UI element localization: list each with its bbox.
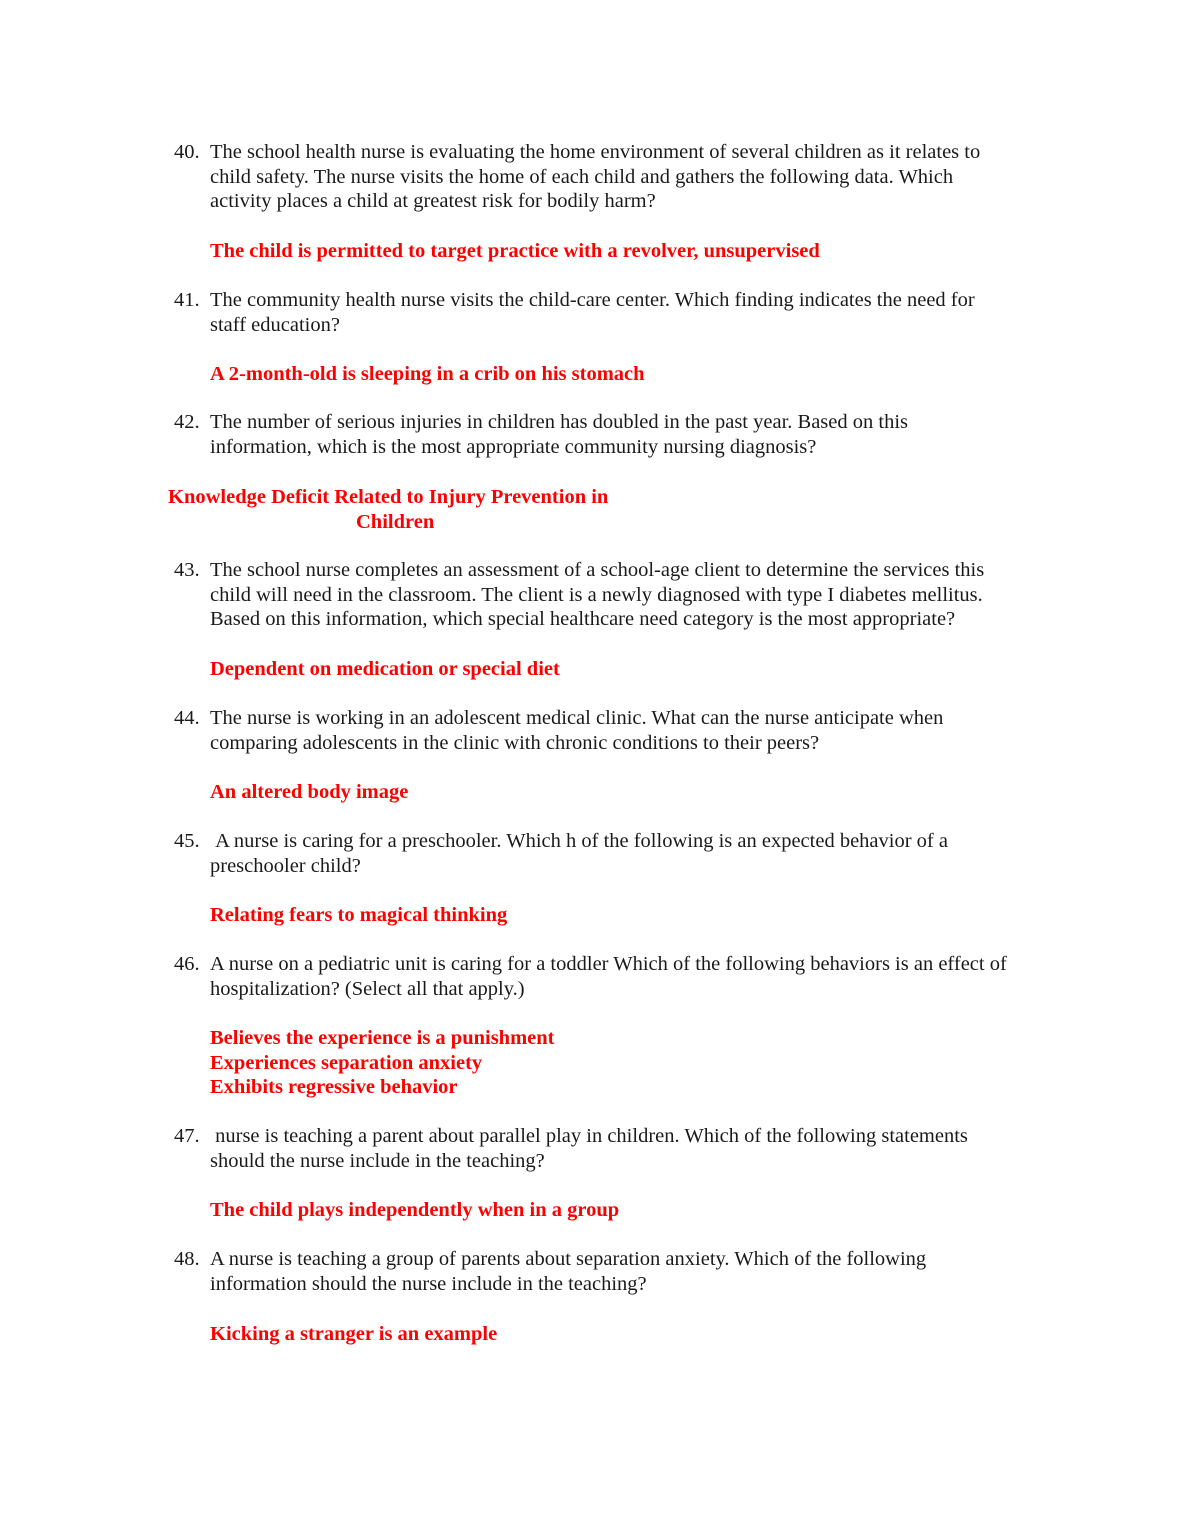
answer-text: Exhibits regressive behavior bbox=[210, 1076, 458, 1099]
question-number: 42. bbox=[174, 411, 200, 433]
question-number: 48. bbox=[174, 1248, 200, 1270]
answer-text: Children bbox=[356, 510, 435, 533]
answer-48 bbox=[210, 1322, 497, 1347]
question-number: 46. bbox=[174, 953, 200, 975]
answer-45 bbox=[210, 903, 507, 928]
answer-43 bbox=[210, 657, 560, 682]
answer-text: Believes the experience is a punishment bbox=[210, 1027, 555, 1049]
answer-40 bbox=[210, 239, 820, 264]
question-stem: The number of serious injuries in children has doubled in the past year. Based on this information, which is the most appropriate community nursing diagnosis? bbox=[210, 411, 908, 458]
question-46 bbox=[170, 952, 1050, 1001]
answer-text: Relating fears to magical thinking bbox=[210, 904, 508, 926]
answer-47 bbox=[210, 1198, 619, 1223]
answer-text: A 2-month-old is sleeping in a crib on his stomach bbox=[210, 363, 645, 385]
answer-text: The child plays independently when in a group bbox=[210, 1199, 620, 1221]
answer-text: The child is permitted to target practice with a revolver, unsupervised bbox=[210, 240, 820, 262]
question-43 bbox=[170, 558, 1050, 632]
question-number: 47. bbox=[174, 1125, 200, 1147]
question-stem: The community health nurse visits the child-care center. Which finding indicates the need for staff education? bbox=[210, 289, 975, 336]
answer-46 bbox=[210, 1026, 555, 1100]
question-stem: A nurse on a pediatric unit is caring for a toddler Which of the following behaviors is an effect of hospitalization? (Select all that apply.) bbox=[210, 953, 1007, 1000]
question-41 bbox=[170, 288, 1050, 337]
question-number: 41. bbox=[174, 289, 200, 311]
question-stem: A nurse is teaching a group of parents about separation anxiety. Which of the following information should the nurse include in the teaching? bbox=[210, 1248, 927, 1295]
question-stem: nurse is teaching a parent about parallel play in children. Which of the following statements should the nurse include in the teaching? bbox=[210, 1125, 968, 1172]
question-44 bbox=[170, 706, 1050, 755]
answer-44 bbox=[210, 780, 408, 805]
answer-42 bbox=[168, 485, 628, 534]
question-stem: The school health nurse is evaluating the home environment of several children as it relates to child safety. The nurse visits the home of each child and gathers the following data. Which activity places a child at greatest risk for bodily harm? bbox=[210, 141, 981, 213]
answer-text: Knowledge Deficit Related to Injury Prevention in bbox=[168, 486, 609, 508]
question-number: 40. bbox=[174, 141, 200, 163]
question-stem: The school nurse completes an assessment of a school-age client to determine the services this child will need in the classroom. The client is a newly diagnosed with type I diabetes mellitus. Based on this information, which special healthcare need category is the most appropriate? bbox=[210, 559, 985, 631]
question-45 bbox=[170, 829, 1050, 878]
answer-text: Experiences separation anxiety bbox=[210, 1051, 483, 1074]
question-number: 43. bbox=[174, 559, 200, 581]
answer-text: Dependent on medication or special diet bbox=[210, 658, 560, 680]
question-stem: A nurse is caring for a preschooler. Which h of the following is an expected behavior of a preschooler child? bbox=[210, 830, 948, 877]
question-number: 45. bbox=[174, 830, 200, 852]
question-47 bbox=[170, 1124, 1050, 1173]
answer-41 bbox=[210, 362, 645, 387]
question-stem: The nurse is working in an adolescent medical clinic. What can the nurse anticipate when comparing adolescents in the clinic with chronic conditions to their peers? bbox=[210, 707, 944, 754]
answer-text: An altered body image bbox=[210, 781, 409, 803]
answer-text: Kicking a stranger is an example bbox=[210, 1323, 498, 1345]
question-42 bbox=[170, 410, 1050, 459]
question-number: 44. bbox=[174, 707, 200, 729]
question-40 bbox=[170, 140, 1050, 214]
question-48 bbox=[170, 1247, 1050, 1296]
